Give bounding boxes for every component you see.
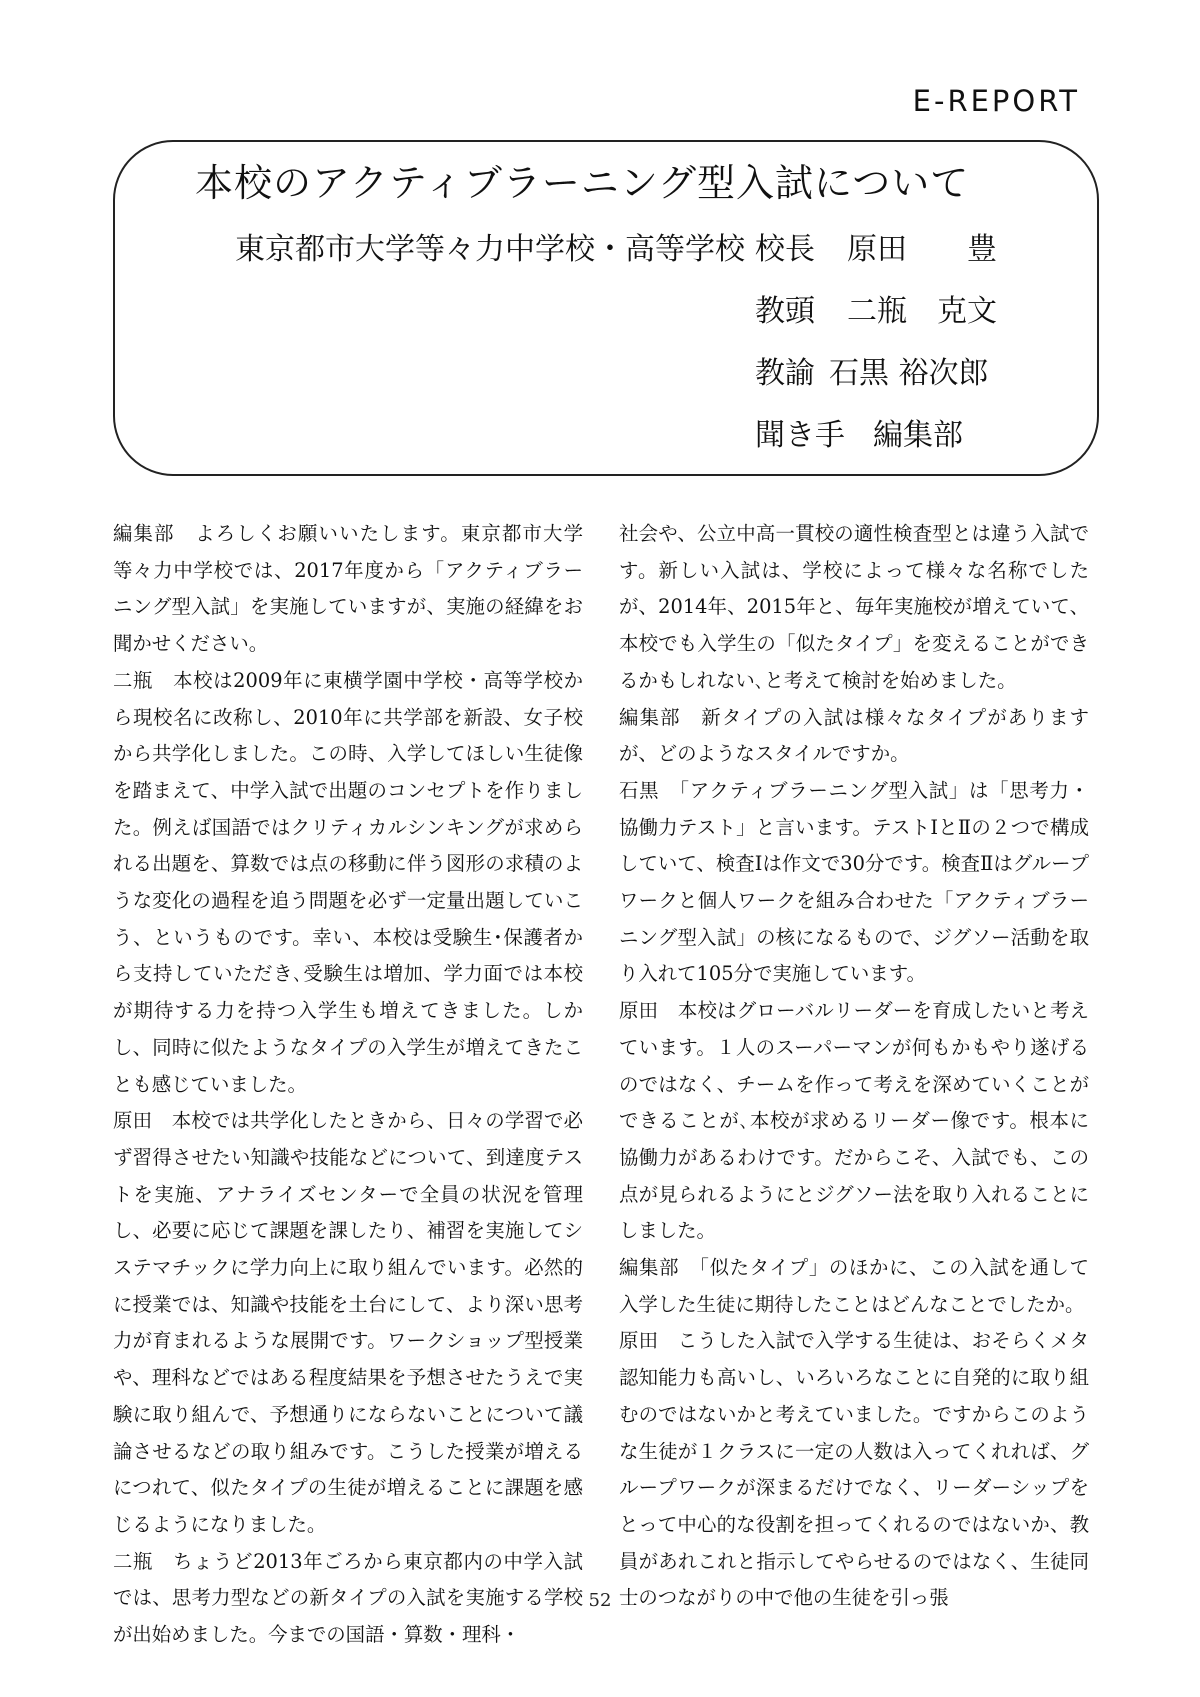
byline-teacher [755,348,989,392]
section-label: E-REPORT [912,84,1080,118]
byline-interviewer [755,410,963,454]
paragraph: 二瓶 本校は2009年に東横学園中学校・高等学校から現校名に改称し、2010年に共学部を新設、女子校から共学化しました。この時、入学してほしい生徒像を踏まえて、中学入試で出題のコンセプトを作りました。例えば国語ではクリティカルシンキングが求められる出題を、算数では点の移動に伴う図形の求積のような変化の過程を追う問題を必ず一定量出題していこう、というものです。幸い、本校は受験生･保護者から支持していただき､受験生は増加、学力面では本校が期待する力を持つ入学生も増えてきました。しかし、同時に似たようなタイプの入学生が増えてきたことも感じていました。 [113,668,583,1096]
paragraph: 編集部 よろしくお願いいたします。東京都市大学等々力中学校では、2017年度から「アクティブラーニング型入試」を実施していますが、実施の経緯をお聞かせください。 [113,522,583,656]
article-title: 本校のアクティブラーニング型入試について [195,161,970,205]
byline-person: 原田 豊 [847,232,997,267]
paragraph: 編集部 「似たタイプ」のほかに、この入試を通して入学した生徒に期待したことはどんなことでしたか。 [619,1256,1089,1316]
paragraph: 編集部 新タイプの入試は様々なタイプがありますが、どのようなスタイルですか。 [619,705,1089,766]
byline-vice-principal [755,286,997,330]
byline-person: 編集部 [873,418,963,453]
byline-person: 二瓶 克文 [847,294,997,329]
page-number: 52 [588,1590,612,1611]
byline-role: 校長 [755,232,815,267]
paragraph: 石黒 「アクティブラーニング型入試」は「思考力・協働力テスト」と言います。テストⅠとⅡの２つで構成していて、検査Ⅰは作文で30分です。検査Ⅱはグループワークと個人ワークを組み合わせた「アクティブラーニング型入試」の核になるもので、ジグソー活動を取り入れて105分で実施しています。 [619,778,1089,986]
right-column [619,516,1089,1610]
paragraph: 二瓶 ちょうど2013年ごろから東京都内の中学入試では、思考力型などの新タイプの入試を実施する学校が出始めました。今までの国語・算数・理科・ [113,1549,583,1647]
paragraph: 原田 本校では共学化したときから、日々の学習で必ず習得させたい知識や技能などについて、到達度テストを実施、アナライズセンターで全員の状況を管理し、必要に応じて課題を課したり、補習を実施してシステマチックに学力向上に取り組んでいます。必然的に授業では、知識や技能を土台にして、より深い思考力が育まれるような展開です。ワークショップ型授業や、理科などではある程度結果を予想させたうえで実験に取り組んで、予想通りにならないことについて議論させるなどの取り組みです。こうした授業が増えるにつれて、似たタイプの生徒が増えることに課題を感じるようになりました。 [113,1109,583,1536]
byline-role: 教諭 [755,356,815,391]
paragraph: 原田 本校はグローバルリーダーを育成したいと考えています。１人のスーパーマンが何もかもやり遂げるのではなく、チームを作って考えを深めていくことができることが､本校が求めるリーダー像です。根本に協働力があるわけです。だからこそ、入試でも、この点が見られるようにとジグソー法を取り入れることにしました。 [619,999,1089,1243]
school-name: 東京都市大学等々力中学校・高等学校 [235,232,745,267]
byline-person: 石黒 裕次郎 [829,356,989,391]
byline-role: 教頭 [755,294,815,329]
paragraph: 原田 こうした入試で入学する生徒は、おそらくメタ認知能力も高いし、いろいろなことに自発的に取り組むのではないかと考えていました。ですからこのような生徒が１クラスに一定の人数は入ってくれれば、グループワークが深まるだけでなく、リーダーシップをとって中心的な役割を担ってくれるのではないか、教員があれこれと指示してやらせるのではなく、生徒同士のつながりの中で他の生徒を引っ張 [619,1329,1089,1610]
byline-role: 聞き手 [755,418,845,453]
byline-principal [755,224,997,268]
left-column [113,516,583,1647]
paragraph: 社会や、公立中高一貫校の適性検査型とは違う入試です。新しい入試は、学校によって様々な名称でしたが、2014年、2015年と、毎年実施校が増えていて、本校でも入学生の「似たタイプ」を変えることができるかもしれない､と考えて検討を始めました。 [619,522,1089,692]
title-box [113,140,1099,476]
